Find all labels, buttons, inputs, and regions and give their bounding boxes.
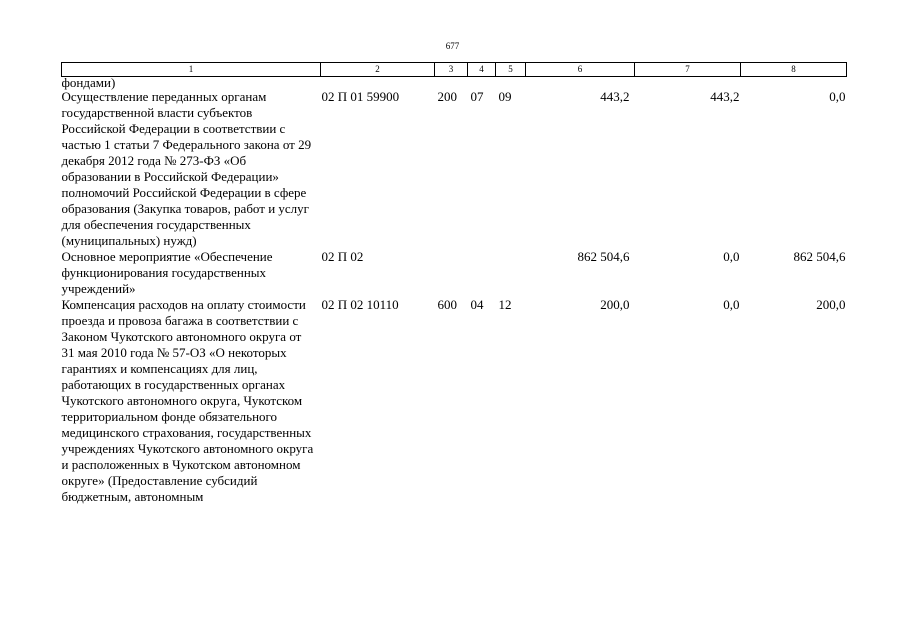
row-name: Осуществление переданных органам государственной власти субъектов Российской Федерации в соответствии с частью 1 статьи 7 Федерального закона от 29 декабря 2012 года № 273-ФЗ «Об образовании в Российской Федерации» полномочий Российской Федерации в сфере образования (Закупка товаров, работ и услуг для обеспечения государственных (муниципальных) нужд) bbox=[61, 89, 312, 248]
row-col7: 0,0 bbox=[723, 297, 740, 312]
row-col4 bbox=[468, 77, 496, 90]
row-col6: 443,2 bbox=[600, 89, 630, 104]
row-col8 bbox=[741, 77, 847, 90]
row-col4 bbox=[468, 249, 496, 297]
row-col3: 200 bbox=[437, 89, 457, 104]
row-code: 02 П 02 bbox=[321, 249, 364, 264]
row-code: 02 П 02 10110 bbox=[321, 297, 399, 312]
row-col3 bbox=[435, 249, 468, 297]
table-row bbox=[62, 77, 847, 90]
row-col4: 04 bbox=[470, 297, 484, 312]
row-code: 02 П 01 59900 bbox=[321, 89, 400, 104]
row-col7 bbox=[635, 77, 741, 90]
row-col8: 200,0 bbox=[816, 297, 846, 312]
column-header-4: 4 bbox=[468, 63, 496, 77]
column-header-6: 6 bbox=[526, 63, 635, 77]
row-name: фондами) bbox=[61, 75, 116, 90]
row-name: Компенсация расходов на оплату стоимости проезда и провоза багажа в соответствии с Законом Чукотского автономного округа от 31 мая 2010 года № 57-ОЗ «О некоторых гарантиях и компенсациях для лиц, работающих в государственных органах Чукотского автономного округа, Чукотском территориальном фонде обязательного медицинского страхования, государственных учреждениях Чукотского автономного округа и расположенных в Чукотском автономном округе» (Предоставление субсидий бюджетным, автономным bbox=[61, 297, 314, 504]
row-col7: 443,2 bbox=[710, 89, 740, 104]
row-col5: 12 bbox=[498, 297, 512, 312]
column-number-header bbox=[62, 63, 847, 77]
row-col7: 0,0 bbox=[723, 249, 740, 264]
row-col3 bbox=[435, 77, 468, 90]
column-header-7: 7 bbox=[635, 63, 741, 77]
row-col6: 862 504,6 bbox=[577, 249, 630, 264]
page-number: 677 bbox=[445, 41, 460, 51]
row-col6: 200,0 bbox=[600, 297, 630, 312]
row-col4: 07 bbox=[470, 89, 484, 104]
budget-table bbox=[61, 62, 847, 505]
table-row bbox=[62, 89, 847, 249]
table-row bbox=[62, 297, 847, 505]
row-col8: 0,0 bbox=[829, 89, 846, 104]
column-header-1: 1 bbox=[62, 63, 321, 77]
row-col6 bbox=[526, 77, 635, 90]
row-col3: 600 bbox=[437, 297, 457, 312]
column-header-3: 3 bbox=[435, 63, 468, 77]
row-col5: 09 bbox=[498, 89, 512, 104]
table-row bbox=[62, 249, 847, 297]
row-col5 bbox=[496, 77, 526, 90]
column-header-5: 5 bbox=[496, 63, 526, 77]
row-col8: 862 504,6 bbox=[793, 249, 846, 264]
row-col5 bbox=[496, 249, 526, 297]
column-header-8: 8 bbox=[741, 63, 847, 77]
row-code bbox=[321, 77, 435, 90]
column-header-2: 2 bbox=[321, 63, 435, 77]
row-name: Основное мероприятие «Обеспечение функционирования государственных учреждений» bbox=[61, 249, 273, 296]
